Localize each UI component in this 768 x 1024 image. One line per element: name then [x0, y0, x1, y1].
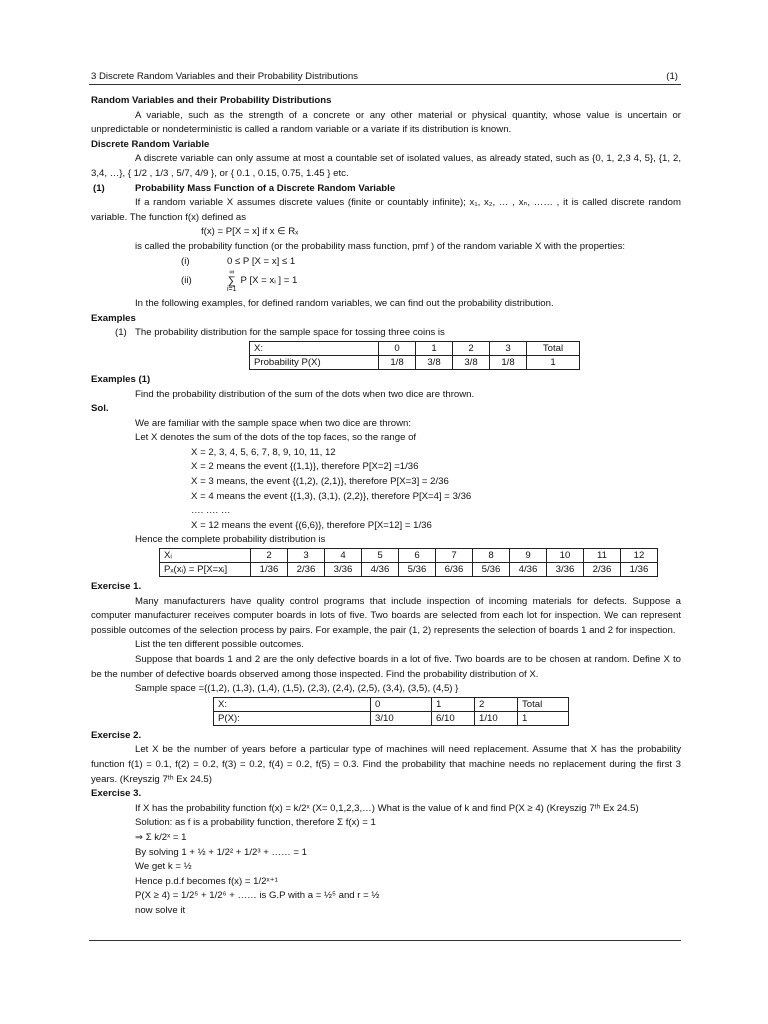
- table-header-cell: Total: [527, 341, 580, 355]
- table-cell: 1/8: [490, 355, 527, 369]
- table-cell: 4/36: [362, 563, 399, 577]
- table-header-cell: 8: [473, 549, 510, 563]
- discrete-text: A discrete variable can only assume at most a countable set of isolated values, as already stated, such as {0, 1, 2,3 4, 5}, {1, 2, 3,4, …}, { 1/2 , 1/3 , 5/7, 4/9 }, or { 0.1 , 0.15, 0.75, 1.45 } etc.: [91, 153, 681, 179]
- header-rule: [89, 84, 681, 85]
- discrete-paragraph: [91, 152, 681, 181]
- table-header-cell: 10: [547, 549, 584, 563]
- table-cell: 3/10: [371, 711, 432, 725]
- property-i-label: (i): [181, 255, 190, 267]
- table-header-cell: 2: [251, 549, 288, 563]
- document-body: [91, 94, 681, 919]
- page-number: (1): [666, 71, 678, 82]
- table-cell: 3/8: [416, 355, 453, 369]
- exercise1-para2: List the ten different possible outcomes.: [135, 639, 304, 651]
- sample-space: Sample space ={(1,2), (1,3), (1,4), (1,5), (2,3), (2,4), (2,5), (3,4), (3,5), (4,5) }: [135, 683, 459, 695]
- table-header-cell: 0: [379, 341, 416, 355]
- dice-subline-1: X = 2 means the event {(1,1)}, therefore P[X=2] =1/36: [191, 461, 419, 473]
- exercise2-para: [91, 743, 681, 787]
- table-cell: 1: [527, 355, 580, 369]
- dice-hence: Hence the complete probability distribution is: [135, 534, 326, 546]
- dice-line-1: Let X denotes the sum of the dots of the top faces, so the range of: [135, 432, 417, 444]
- table-cell: Probability P(X): [250, 355, 379, 369]
- boards-table: [213, 697, 569, 726]
- table-row: [214, 711, 569, 725]
- property-i: [91, 255, 681, 270]
- table-header-cell: Xᵢ: [160, 549, 251, 563]
- exercise1-heading: Exercise 1.: [91, 581, 142, 593]
- exercise3-line-1: Solution: as f is a probability function, therefore Σ f(x) = 1: [135, 817, 376, 829]
- dice-subline-0: X = 2, 3, 4, 5, 6, 7, 8, 9, 10, 11, 12: [191, 446, 336, 458]
- table-header-cell: 2: [453, 341, 490, 355]
- table-header-cell: X:: [250, 341, 379, 355]
- table-cell: 4/36: [510, 563, 547, 577]
- examples-intro: In the following examples, for defined random variables, we can find out the probability distribution.: [135, 298, 554, 310]
- table-row: [250, 341, 580, 355]
- property-ii-label: (ii): [181, 274, 192, 286]
- dice-example-heading: Examples (1): [91, 373, 151, 385]
- pmf-paragraph: [91, 196, 681, 225]
- random-variable-paragraph: [91, 109, 681, 138]
- pmf-heading: [91, 182, 681, 197]
- table-header-cell: 0: [371, 697, 432, 711]
- table-header-cell: 11: [584, 549, 621, 563]
- summation-lower: i=1: [227, 286, 237, 294]
- exercise1-para1-text: Many manufacturers have quality control programs that include inspection of incoming materials for defects. Suppose a computer manufacturer receives computer boards in lots of five. Two boards are selected from each lot for inspection. We can represent possible outcomes of the selection process by pairs. For example, the pair (1, 2) represents the selection of boards 1 and 2 for inspection.: [91, 595, 681, 636]
- exercise1-para3-text: Suppose that boards 1 and 2 are the only defective boards in a lot of five. Two boards are to be chosen at random. Define X to be the number of defective boards observed among those inspected. Find the probability distribution of X.: [91, 654, 681, 680]
- pmf-formula: f(x) = P[X = x] if x ∈ Rₓ: [201, 226, 299, 238]
- table-header-cell: 9: [510, 549, 547, 563]
- dice-table: [159, 548, 658, 577]
- page-header: [91, 70, 678, 84]
- table-cell: P(X):: [214, 711, 371, 725]
- table-cell: 1/36: [251, 563, 288, 577]
- exercise1-para3: [91, 653, 681, 682]
- section-heading-discrete: Discrete Random Variable: [91, 138, 210, 150]
- example1-text: The probability distribution for the sample space for tossing three coins is: [135, 327, 445, 339]
- table-cell: 1: [518, 711, 569, 725]
- table-header-cell: 7: [436, 549, 473, 563]
- table-cell: 1/8: [379, 355, 416, 369]
- solution-label: Sol.: [91, 403, 109, 415]
- property-ii: [91, 269, 681, 293]
- table-row: [250, 355, 580, 369]
- example1-number: (1): [115, 327, 127, 339]
- dice-subline-5: X = 12 means the event {(6,6)}, therefore P[X=12] = 1/36: [191, 519, 432, 531]
- table-cell: 3/36: [325, 563, 362, 577]
- exercise3-heading: Exercise 3.: [91, 788, 142, 800]
- table-header-cell: 3: [490, 341, 527, 355]
- header-title: 3 Discrete Random Variables and their Probability Distributions: [91, 71, 358, 82]
- exercise2-heading: Exercise 2.: [91, 729, 142, 741]
- dice-line-0: We are familiar with the sample space when two dice are thrown:: [135, 417, 412, 429]
- footer-rule: [89, 940, 681, 941]
- coins-table: [249, 341, 580, 370]
- table-header-cell: 5: [362, 549, 399, 563]
- property-ii-text: P [X = xᵢ ] = 1: [240, 274, 298, 286]
- table-header-cell: 2: [475, 697, 518, 711]
- pmf-line1: If a random variable X assumes discrete values (finite or countably infinite); x₁, x₂, … , xₙ, …… , it is called discrete random variable. The function f(x) defined as: [91, 197, 681, 223]
- table-header-cell: 1: [416, 341, 453, 355]
- exercise3-line-7: now solve it: [135, 904, 186, 916]
- table-header-cell: 6: [399, 549, 436, 563]
- exercise3-line-4: We get k = ½: [135, 861, 192, 873]
- table-cell: 3/8: [453, 355, 490, 369]
- dice-subline-2: X = 3 means, the event {(1,2), (2,1)}, therefore P[X=3] = 2/36: [191, 476, 449, 488]
- table-header-cell: Total: [518, 697, 569, 711]
- summation-upper: ∞: [229, 269, 235, 277]
- pmf-properties-intro: is called the probability function (or the probability mass function, pmf ) of the random variable X with the properties:: [135, 240, 626, 252]
- exercise3-line-0: If X has the probability function f(x) = k/2ˣ (X= 0,1,2,3,…) What is the value of k and find P(X ≥ 4) (Kreyszig 7ᵗʰ Ex 24.5): [135, 802, 639, 814]
- dice-question: Find the probability distribution of the sum of the dots when two dice are thrown.: [135, 388, 475, 400]
- table-cell: 5/36: [473, 563, 510, 577]
- exercise3-line-6: P(X ≥ 4) = 1/2⁵ + 1/2⁶ + …… is G.P with a = ½⁵ and r = ½: [135, 890, 380, 902]
- table-header-cell: 12: [621, 549, 658, 563]
- table-cell: 1/10: [475, 711, 518, 725]
- table-cell: 6/10: [432, 711, 475, 725]
- section-heading-random-variables: Random Variables and their Probability Distributions: [91, 95, 332, 106]
- table-header-cell: X:: [214, 697, 371, 711]
- exercise3-line-3: By solving 1 + ½ + 1/2² + 1/2³ + …… = 1: [135, 846, 307, 858]
- table-row: [160, 549, 658, 563]
- dice-subline-4: …. …. …: [191, 505, 231, 517]
- dice-subline-3: X = 4 means the event {(1,3), (3,1), (2,2)}, therefore P[X=4] = 3/36: [191, 490, 472, 502]
- table-header-cell: 3: [288, 549, 325, 563]
- exercise2-text: Let X be the number of years before a particular type of machines will need replacement. Assume that X has the probability function f(1) = 0.1, f(2) = 0.2, f(3) = 0.2, f(4) = 0.2, f(5) = 0.3. Find the probability that machine needs no replacement during the first 3 years. (Kreyszig 7ᵗʰ Ex 24.5): [91, 744, 681, 785]
- summation-sigma: ∑: [227, 275, 236, 288]
- pmf-title: Probability Mass Function of a Discrete Random Variable: [135, 182, 396, 194]
- table-cell: 1/36: [621, 563, 658, 577]
- table-cell: 3/36: [547, 563, 584, 577]
- table-cell: 2/36: [584, 563, 621, 577]
- exercise3-line-2: ⇒ Σ k/2ˣ = 1: [135, 831, 187, 843]
- table-header-cell: 1: [432, 697, 475, 711]
- table-cell: Pₓ(xᵢ) = P[X=xᵢ]: [160, 563, 251, 577]
- example1-line: [91, 326, 681, 341]
- exercise1-para1: [91, 595, 681, 639]
- random-variable-text: A variable, such as the strength of a concrete or any other material or physical quantity, whose value is uncertain or unpredictable or nondeterministic is called a random variable or a variate if its distribution is known.: [91, 109, 681, 136]
- table-header-cell: 4: [325, 549, 362, 563]
- examples-heading: Examples: [91, 312, 136, 324]
- property-i-text: 0 ≤ P [X = x] ≤ 1: [227, 255, 296, 267]
- exercise3-line-5: Hence p.d.f becomes f(x) = 1/2ˣ⁺¹: [135, 875, 278, 887]
- table-row: [214, 697, 569, 711]
- table-cell: 2/36: [288, 563, 325, 577]
- table-cell: 5/36: [399, 563, 436, 577]
- table-cell: 6/36: [436, 563, 473, 577]
- table-row: [160, 563, 658, 577]
- summation-symbol: [227, 269, 237, 293]
- pmf-number: (1): [93, 182, 105, 194]
